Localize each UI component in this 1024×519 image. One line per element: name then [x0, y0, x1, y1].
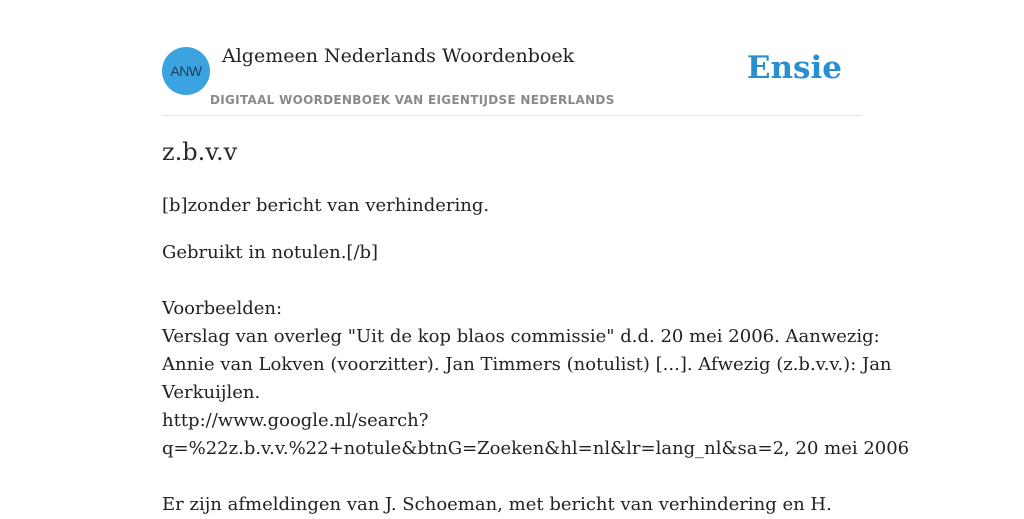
site-subtitle: DIGITAAL WOORDENBOEK VAN EIGENTIJDSE NEDERLANDS [210, 93, 615, 107]
site-header [162, 0, 862, 116]
site-title[interactable]: Algemeen Nederlands Woordenboek [222, 45, 575, 67]
entry-title: z.b.v.v [162, 138, 238, 166]
page-container [162, 0, 910, 515]
anw-logo[interactable] [162, 47, 210, 95]
entry-body [162, 192, 910, 519]
entry-usage: Gebruikt in notulen.[/b] [162, 242, 379, 263]
ensie-brand-link[interactable]: Ensie [746, 50, 842, 86]
example-line: Verkuijlen. [162, 382, 261, 403]
entry-definition: [b]zonder bericht van verhindering. [162, 195, 490, 216]
example-line: Er zijn afmeldingen van J. Schoeman, met bericht van verhindering en H. [162, 494, 832, 515]
example-line: Verslag van overleg "Uit de kop blaos commissie" d.d. 20 mei 2006. Aanwezig: [162, 326, 880, 347]
example-line: Annie van Lokven (voorzitter). Jan Timmers (notulist) [...]. Afwezig (z.b.v.v.): Jan [162, 354, 892, 375]
example-source-link: q=%22z.b.v.v.%22+notule&btnG=Zoeken&hl=nl&lr=lang_nl&sa=2, 20 mei 2006 [162, 438, 910, 459]
example-source-link: http://www.google.nl/search? [162, 410, 429, 431]
examples-heading: Voorbeelden: [162, 298, 283, 319]
logo-text: ANW [170, 63, 202, 79]
